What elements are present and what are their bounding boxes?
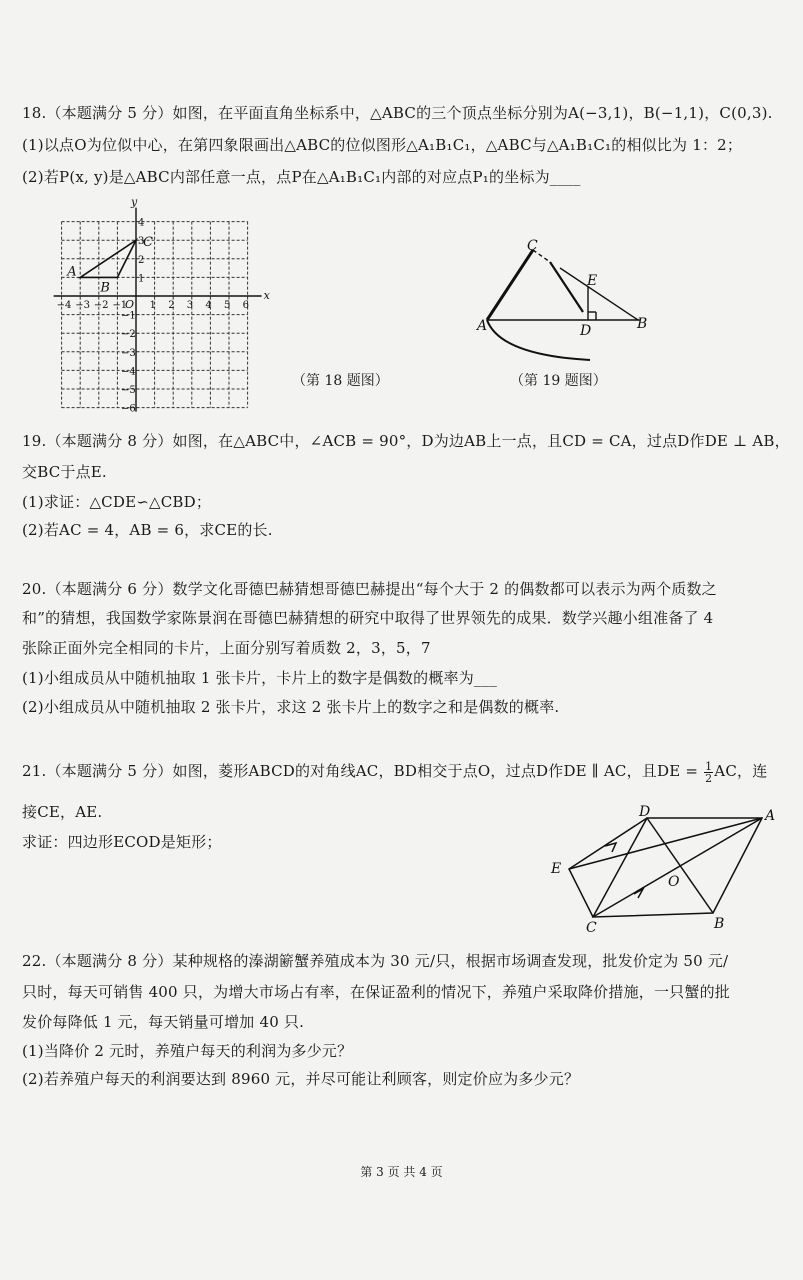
q21-text-b: AC，连 — [714, 762, 768, 780]
q21-label-d: D — [639, 804, 651, 820]
x-tick-label: −2 — [93, 300, 109, 311]
q19-line-1: 19.（本题满分 8 分）如图，在△ABC中，∠ACB = 90°，D为边AB上一点，且CD = CA，过点D作DE ⊥ AB， — [22, 432, 790, 450]
q20-line-5: (2)小组成员从中随机抽取 2 张卡片，求这 2 张卡片上的数字之和是偶数的概率. — [22, 698, 560, 716]
q18-line-3: (2)若P(x, y)是△ABC内部任意一点，点P在△A₁B₁C₁内部的对应点P₁的坐标为____ — [22, 168, 581, 186]
x-tick-label: 6 — [242, 300, 249, 311]
q18-line-2: (1)以点O为位似中心，在第四象限画出△ABC的位似图形△A₁B₁C₁，△ABC与△A₁B₁C₁的相似比为 1：2； — [22, 136, 743, 154]
y-tick-label: 3 — [138, 236, 145, 248]
q21-label-c: C — [586, 920, 597, 936]
q18-label-c: C — [143, 235, 153, 251]
q20-line-3: 张除正面外完全相同的卡片，上面分别写着质数 2，3，5，7 — [22, 639, 431, 657]
y-tick-label: 4 — [138, 217, 145, 229]
q19-label-e: E — [587, 273, 598, 289]
q18-line-1: 18.（本题满分 5 分）如图，在平面直角坐标系中，△ABC的三个顶点坐标分别为A(−3,1)，B(−1,1)，C(0,3). — [22, 104, 773, 122]
q20-line-4: (1)小组成员从中随机抽取 1 张卡片，卡片上的数字是偶数的概率为___ — [22, 669, 498, 687]
q18-figure-caption: （第 18 题图） — [292, 373, 389, 389]
q19-line-4: (2)若AC = 4，AB = 6，求CE的长. — [22, 521, 273, 539]
q19-label-c: C — [527, 238, 538, 254]
q18-label-b: B — [100, 280, 110, 296]
x-tick-label: 2 — [168, 300, 175, 311]
q22-line-3: 发价每降低 1 元，每天销量可增加 40 只. — [22, 1013, 305, 1031]
x-tick-label: −1 — [112, 300, 128, 311]
y-tick-label: −6 — [121, 403, 136, 415]
q21-line-2: 接CE，AE. — [22, 803, 103, 821]
x-tick-label: 5 — [224, 300, 231, 311]
y-tick-label: −5 — [121, 385, 136, 396]
y-tick-label: 2 — [138, 254, 145, 266]
q21-label-e: E — [551, 861, 562, 877]
origin-label: O — [125, 298, 135, 311]
q22-line-1: 22.（本题满分 8 分）某种规格的溱湖簖蟹养殖成本为 30 元/只，根据市场调查发现，批发价定为 50 元/ — [22, 952, 729, 970]
y-axis-label: y — [131, 195, 138, 209]
y-tick-label: −3 — [121, 347, 136, 359]
q19-line-3: (1)求证：△CDE∽△CBD； — [22, 493, 212, 511]
q19-figure-caption: （第 19 题图） — [510, 373, 607, 389]
q21-frac-num: 1 — [705, 759, 713, 773]
q22-line-4: (1)当降价 2 元时，养殖户每天的利润为多少元？ — [22, 1042, 353, 1060]
q21-frac-den: 2 — [705, 771, 713, 785]
x-tick-label: 1 — [149, 300, 156, 311]
x-tick-label: 4 — [205, 300, 212, 311]
q21-label-o: O — [668, 874, 680, 890]
x-axis-label: x — [263, 289, 270, 302]
x-tick-label: −4 — [56, 300, 72, 311]
y-tick-label: 1 — [138, 273, 145, 285]
q21-text-a: 21.（本题满分 5 分）如图，菱形ABCD的对角线AC，BD相交于点O，过点D作DE ∥ AC，且DE = — [22, 762, 704, 780]
q19-line-2: 交BC于点E. — [22, 463, 107, 481]
q22-line-5: (2)若养殖户每天的利润要达到 8960 元，并尽可能让利顾客，则定价应为多少元？ — [22, 1070, 580, 1088]
q20-line-2: 和”的猜想，我国数学家陈景润在哥德巴赫猜想的研究中取得了世界领先的成果．数学兴趣小组准备了 4 — [22, 609, 714, 627]
y-tick-label: −2 — [121, 329, 136, 341]
q21-label-a: A — [765, 808, 776, 824]
q22-line-2: 只时，每天可销售 400 只，为增大市场占有率，在保证盈利的情况下，养殖户采取降价措施，一只蟹的批 — [22, 983, 730, 1001]
page-footer: 第 3 页 共 4 页 — [360, 1165, 443, 1179]
q19-label-d: D — [580, 323, 592, 339]
q19-label-a: A — [477, 318, 488, 334]
q19-label-b: B — [637, 316, 648, 332]
y-tick-label: −4 — [121, 366, 136, 378]
q21-label-b: B — [714, 916, 725, 932]
q18-label-a: A — [67, 264, 77, 280]
y-tick-label: −1 — [121, 310, 136, 322]
x-tick-label: −3 — [75, 300, 90, 311]
x-tick-label: 3 — [186, 300, 194, 311]
q21-line-3: 求证：四边形ECOD是矩形； — [22, 833, 222, 851]
q20-line-1: 20.（本题满分 6 分）数学文化哥德巴赫猜想哥德巴赫提出“每个大于 2 的偶数都可以表示为两个质数之 — [22, 580, 717, 598]
